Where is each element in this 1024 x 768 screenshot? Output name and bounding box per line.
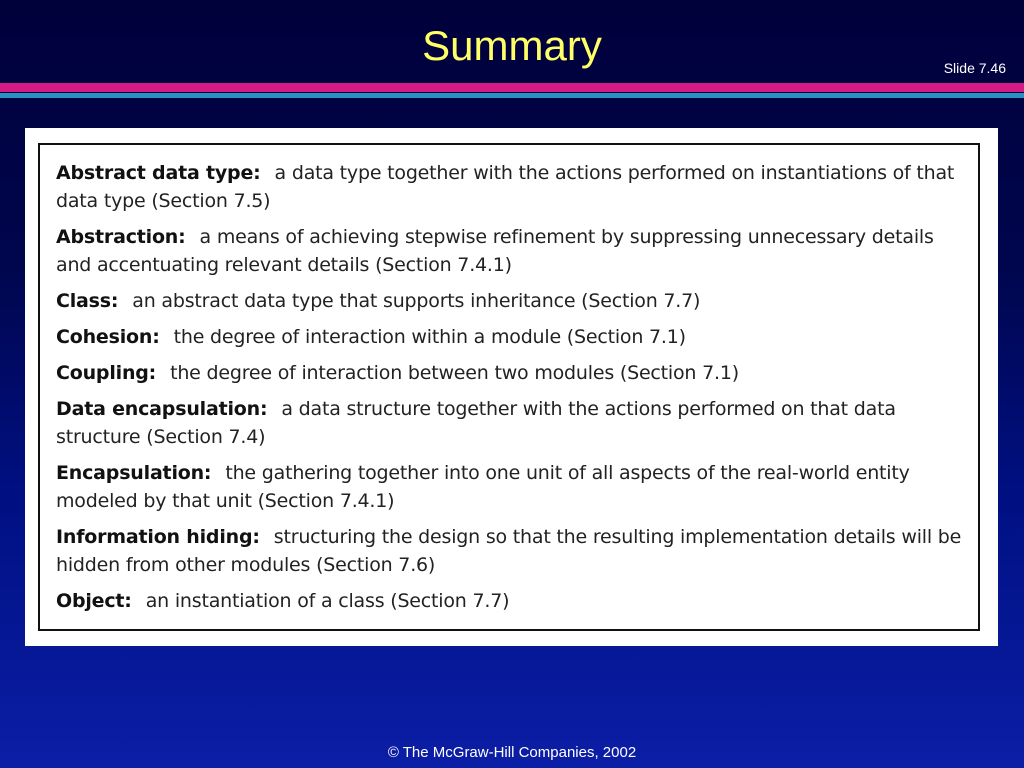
glossary-definition: the gathering together into one unit of all aspects of the real-world entity modeled by that unit (Section 7.4.1) [56, 462, 910, 512]
glossary-entry-encapsulation [56, 459, 966, 515]
slide-number: Slide 7.46 [943, 60, 1006, 76]
glossary-term: Information hiding: [56, 526, 260, 548]
glossary-frame [38, 143, 980, 631]
glossary-entry-abstraction [56, 223, 966, 279]
glossary-definition: the degree of interaction between two modules (Section 7.1) [170, 362, 739, 384]
glossary-term: Class: [56, 290, 119, 312]
glossary-entry-coupling [56, 359, 966, 387]
slide-title: Summary [422, 22, 602, 69]
glossary-definition: a data type together with the actions performed on instantiations of that data type (Section 7.5) [56, 162, 955, 212]
copyright-footer: © The McGraw-Hill Companies, 2002 [387, 744, 637, 761]
glossary-term: Encapsulation: [56, 462, 212, 484]
glossary-definition: a data structure together with the actions performed on that data structure (Section 7.4) [56, 398, 896, 448]
glossary-term: Cohesion: [56, 326, 160, 348]
glossary-definition: the degree of interaction within a module (Section 7.1) [173, 326, 686, 348]
glossary-term: Object: [56, 590, 132, 612]
cyan-divider-stripe [0, 93, 1024, 98]
glossary-definition: an abstract data type that supports inheritance (Section 7.7) [132, 290, 701, 312]
glossary-entry-cohesion [56, 323, 966, 351]
glossary-entry-abstract-data-type [56, 159, 966, 215]
glossary-definition: a means of achieving stepwise refinement by suppressing unnecessary details and accentuating relevant details (Section 7.4.1) [56, 226, 934, 276]
glossary-term: Data encapsulation: [56, 398, 268, 420]
glossary-definition: structuring the design so that the resulting implementation details will be hidden from other modules (Section 7.6) [56, 526, 962, 576]
glossary-term: Abstract data type: [56, 162, 261, 184]
glossary-entry-class [56, 287, 966, 315]
glossary-entry-data-encapsulation [56, 395, 966, 451]
pink-divider-stripe [0, 83, 1024, 92]
glossary-term: Coupling: [56, 362, 157, 384]
glossary-definition: an instantiation of a class (Section 7.7) [145, 590, 510, 612]
glossary-panel [25, 128, 998, 646]
glossary-entry-information-hiding [56, 523, 966, 579]
glossary-entry-object [56, 587, 966, 615]
glossary-term: Abstraction: [56, 226, 186, 248]
